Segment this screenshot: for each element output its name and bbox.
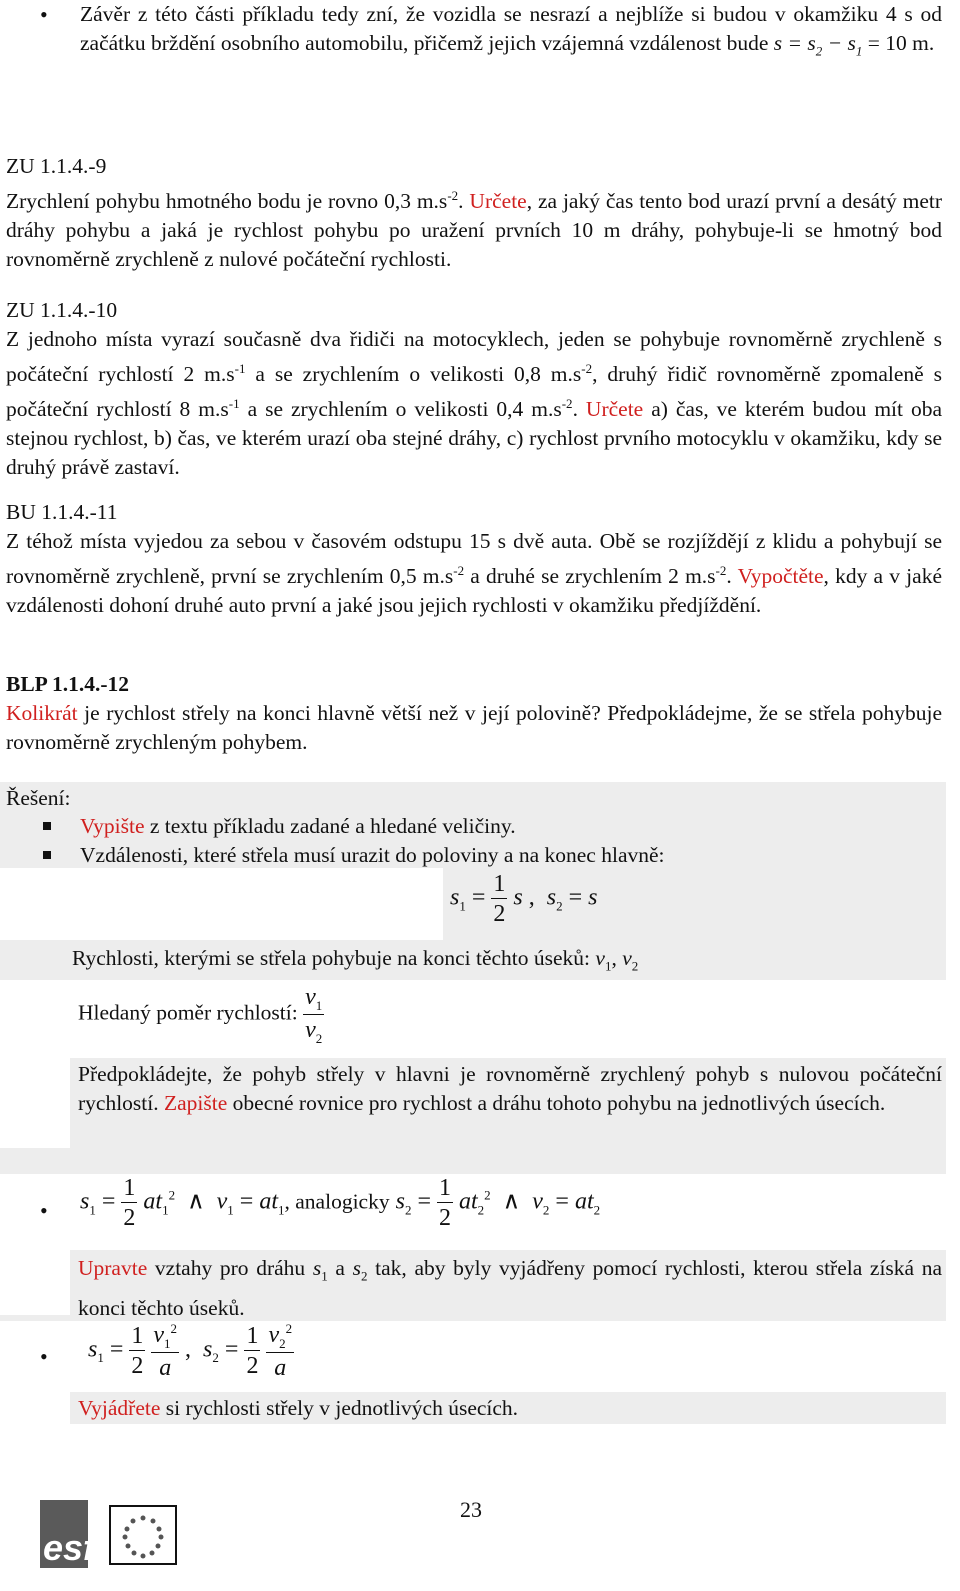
exercise-12-heading: BLP 1.1.4.-12 <box>6 672 130 696</box>
verb-highlight: Vypočtěte <box>737 564 824 589</box>
exercise-12: BLP 1.1.4.-12 Kolikrát je rychlost střely na konci hlavně větší než v její polovině? Předpokládejme, že se střela pohybuje rovnoměrně zrychleným pohybem. <box>6 672 942 754</box>
exercise-9-heading: ZU 1.1.4.-9 <box>6 154 107 178</box>
solution-item-1: Vypište z textu příkladu zadané a hledané veličiny. <box>80 814 516 838</box>
velocities-line: Rychlosti, kterými se střela pohybuje na konci těchto úseků: $v_1$, $v_2$ <box>72 946 639 974</box>
distance-equation: $s_1$ = $\frac{1}{2}$ s , $s_2 = s$ <box>450 871 598 927</box>
motion-equations: $s_1$ = $\frac{1}{2}$ $at_1^2$ ∧ $v_1 = at_1$, analogicky $s_2$ = $\frac{1}{2}$ $at_2^2$ ∧ $v_2 = at_2$ <box>80 1175 601 1231</box>
exercise-9: ZU 1.1.4.-9 Zrychlení pohybu hmotného bodu je rovno 0,3 $m.s^{-2}$. Určete, za jaký čas tento bod urazí první a desátý metr dráhy pohybu a jaká je rychlost pohybu po uražení prvních 10 m dráhy, pohybuje-li se hmotný bod rovnoměrně zrychleně z nulové počáteční rychlosti. <box>6 154 942 272</box>
bullet-icon: • <box>40 1198 48 1223</box>
verb-highlight: Kolikrát <box>6 701 78 725</box>
verb-highlight: Určete <box>469 189 527 214</box>
exercise-10: ZU 1.1.4.-10 Z jednoho místa vyrazí současně dva řidiči na motocyklech, jeden se pohybuje rovnoměrně zrychleně s počáteční rychlostí 2 $m.s^{-1}$ a se zrychlením o velikosti 0,8 $m.s^{-2}$, druhý řidič rovnoměrně zpomaleně s počáteční rychlostí 8 $m.s^{-1}$ a se zrychlením o velikosti 0,4 $m.s^{-2}$. Určete a) čas, ve kterém budou mít oba stejnou rychlost, b) čas, ve kterém urazí oba stejné dráhy, c) rychlost prvního motocyklu v okamžiku, kdy se druhý právě zastaví. <box>6 298 943 480</box>
adjust-text: Upravte vztahy pro dráhu $s_1$ a $s_2$ tak, aby byly vyjádřeny pomocí rychlosti, kterou střela získá na konci těchto úseků. <box>78 1256 943 1321</box>
bullet-icon: • <box>40 1344 48 1369</box>
ratio-line: Hledaný poměr rychlostí: $\frac{v_1}{v_2}$ <box>78 984 323 1046</box>
intro-paragraph <box>80 0 942 65</box>
square-bullet-icon <box>43 822 51 830</box>
solution-label: Řešení: <box>6 786 71 810</box>
page-number: 23 <box>460 1497 482 1522</box>
intro-text: Závěr z této části příkladu tedy zní, že vozidla se nesrazí a nejblíže si budou v okamžiku 4 s od začátku brždění osobního automobilu, přičemž jejich vzájemná vzdálenost bude <box>80 2 942 55</box>
esf-logo-icon <box>40 1500 190 1570</box>
footer-logos <box>40 1500 190 1576</box>
svg-text:esf: esf <box>43 1527 96 1568</box>
exercise-11: BU 1.1.4.-11 Z téhož místa vyjedou za sebou v časovém odstupu 15 s dvě auta. Obě se rozjíždějí z klidu a pohybují se rovnoměrně zrychleně, první se zrychlením 0,5 $m.s^{-2}$ a druhé se zrychlením 2 $m.s^{-2}$. Vypočtěte, kdy a v jaké vzdálenosti dohoní druhé auto první a jaké jsou jejich rychlosti v okamžiku předjíždění. <box>6 500 942 618</box>
exercise-11-heading: BU 1.1.4.-11 <box>6 500 118 524</box>
solution-bg <box>0 1148 946 1174</box>
intro-formula: $s = s_2 - s_1$ <box>773 31 863 59</box>
square-bullet-icon <box>43 851 51 859</box>
express-text: Vyjádřete si rychlosti střely v jednotlivých úsecích. <box>78 1396 519 1420</box>
bullet-icon: • <box>40 2 48 27</box>
intro-result: = 10 m. <box>867 31 935 55</box>
exercise-10-heading: ZU 1.1.4.-10 <box>6 298 118 322</box>
verb-highlight: Určete <box>585 397 644 422</box>
solution-item-2: Vzdálenosti, které střela musí urazit do poloviny a na konec hlavně: <box>80 843 665 867</box>
assumption-text: Předpokládejte, že pohyb střely v hlavni je rovnoměrně zrychlený pohyb s nulovou počáteční rychlostí. Zapište obecné rovnice pro rychlost a dráhu tohoto pohybu na jednotlivých úsecích. <box>78 1062 942 1115</box>
velocity-distance-equations: $s_1$ = $\frac{1}{2}$ $\frac{v_1^2}{a}$ , $s_2$ = $\frac{1}{2}$ $\frac{v_2^2}{a}$ <box>88 1321 293 1381</box>
